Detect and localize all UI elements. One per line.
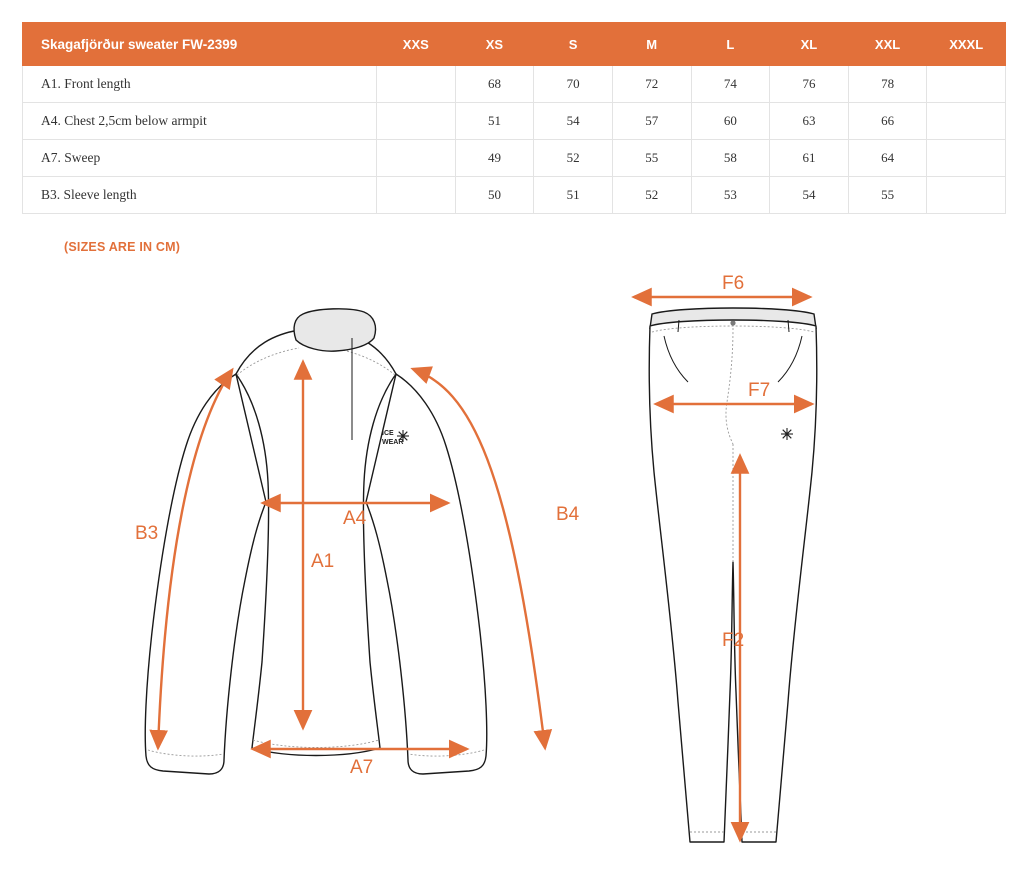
cell-b3-xxl: 55 [848, 177, 927, 214]
row-label-a4: A4. Chest 2,5cm below armpit [23, 103, 377, 140]
sweater-collar [294, 309, 375, 351]
cell-b3-xl: 54 [770, 177, 849, 214]
measure-label-b4: B4 [556, 504, 580, 525]
row-label-a7: A7. Sweep [23, 140, 377, 177]
cell-a1-l: 74 [691, 66, 770, 103]
table-body [23, 66, 1006, 214]
sweater-illustration [135, 309, 580, 778]
measure-label-a4: A4 [343, 508, 367, 529]
cell-a1-m: 72 [612, 66, 691, 103]
cell-b3-s: 51 [534, 177, 613, 214]
cell-a1-xxl: 78 [848, 66, 927, 103]
table-row [23, 140, 1006, 177]
pants-illustration [634, 273, 817, 842]
column-header-xxxl: XXXL [927, 23, 1006, 66]
cell-a7-m: 55 [612, 140, 691, 177]
column-header-s: S [534, 23, 613, 66]
sweater-body [236, 330, 396, 756]
row-label-b3: B3. Sleeve length [23, 177, 377, 214]
cell-a7-l: 58 [691, 140, 770, 177]
pants-body [649, 320, 817, 842]
brand-logo-line1: ICE [382, 430, 394, 437]
table-title-cell: Skagafjörður sweater FW-2399 [23, 23, 377, 66]
cell-a1-xxxl [927, 66, 1006, 103]
cell-a7-s: 52 [534, 140, 613, 177]
cell-a4-m: 57 [612, 103, 691, 140]
illustration-svg [0, 262, 1028, 882]
cell-a7-xl: 61 [770, 140, 849, 177]
measure-label-f2: F2 [722, 630, 745, 651]
cell-a1-s: 70 [534, 66, 613, 103]
cell-b3-xxxl [927, 177, 1006, 214]
table-row [23, 66, 1006, 103]
table-header [23, 23, 1006, 66]
measure-label-f7: F7 [748, 380, 771, 401]
cell-a7-xs: 49 [455, 140, 534, 177]
cell-a4-xxl: 66 [848, 103, 927, 140]
cell-a7-xxl: 64 [848, 140, 927, 177]
cell-a7-xxxl [927, 140, 1006, 177]
cell-b3-xxs [377, 177, 456, 214]
cell-a4-l: 60 [691, 103, 770, 140]
pants-snowflake-icon [781, 428, 793, 440]
measure-label-f6: F6 [722, 273, 745, 294]
cell-a4-s: 54 [534, 103, 613, 140]
cell-a4-xxs [377, 103, 456, 140]
column-header-xs: XS [455, 23, 534, 66]
column-header-l: L [691, 23, 770, 66]
garment-illustrations [0, 262, 1028, 882]
cell-b3-l: 53 [691, 177, 770, 214]
cell-a1-xs: 68 [455, 66, 534, 103]
cell-b3-xs: 50 [455, 177, 534, 214]
measure-label-a7: A7 [350, 757, 374, 778]
cell-a4-xl: 63 [770, 103, 849, 140]
column-header-xl: XL [770, 23, 849, 66]
column-header-xxl: XXL [848, 23, 927, 66]
size-chart-table [22, 22, 1006, 214]
cell-a4-xxxl [927, 103, 1006, 140]
table-row [23, 177, 1006, 214]
row-label-a1: A1. Front length [23, 66, 377, 103]
cell-a4-xs: 51 [455, 103, 534, 140]
pants-button-icon [730, 320, 735, 325]
table-header-row [23, 23, 1006, 66]
cell-a1-xl: 76 [770, 66, 849, 103]
cell-a7-xxs [377, 140, 456, 177]
measure-label-a1: A1 [311, 551, 335, 572]
measure-label-b3: B3 [135, 523, 159, 544]
cell-a1-xxs [377, 66, 456, 103]
units-note: (SIZES ARE IN CM) [64, 240, 181, 254]
size-chart-table-wrapper [22, 22, 1006, 214]
snowflake-icon [397, 430, 409, 442]
sweater-left-sleeve [145, 374, 266, 774]
column-header-xxs: XXS [377, 23, 456, 66]
cell-b3-m: 52 [612, 177, 691, 214]
table-row [23, 103, 1006, 140]
column-header-m: M [612, 23, 691, 66]
brand-logo-line2: WEAR [382, 439, 404, 446]
